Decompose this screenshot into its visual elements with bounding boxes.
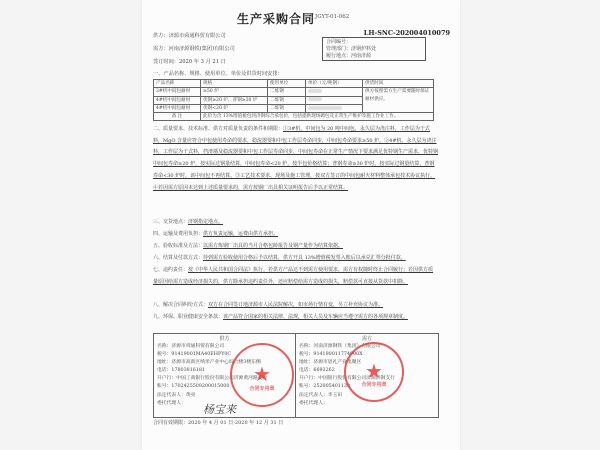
clause-text: 双方在合同签订地济源市人民法院解决，如市场行情有变，另立补充协议为准。 <box>208 302 384 308</box>
product-name: 3#机中间包耐材 <box>154 88 201 96</box>
product-unit: 二炼钢 <box>268 96 306 104</box>
section1-heading: 一、产品名称、规格、使用单位、单价及供货时间安排： <box>153 71 283 77</box>
clause-label: 八、解决合同纠纷方式： <box>153 302 209 308</box>
clause-label: 二、质量要求、技术标准、供方对质量负责的条件和期限： <box>153 126 284 132</box>
header-cell: 单价（元/吨钢） <box>306 80 363 88</box>
header-cell: 规格 <box>201 80 268 88</box>
clause-label: 七、违约责任： <box>153 267 189 273</box>
remark-label: 备 注 <box>154 113 201 121</box>
product-price-redacted <box>306 96 363 104</box>
document-title: 生产采购合同 <box>237 12 316 26</box>
product-name: 4#机中间包耐材 <box>154 104 201 112</box>
parties-table <box>153 333 439 418</box>
clause-delivery-location <box>153 217 438 229</box>
buyer-bank: 开户行：中国银行股份有限公司济源济钢支行 <box>299 376 395 382</box>
clause-text: ①3#机，中间包为 20 吨中间包，永久层为浇注料，工作层为干式料，MgO 含量应符合中包使用寿命的要求，稳流器要和中包工作层寿命同步，中间包寿命要求≥50 炉。②4#机，永久层为浇注料，工作层为干式料，挡渣墙及稳流器要和中包工作层寿命同步，中间包寿命在正常生产情况下要求满足优特钢生产需求，优特钢中间包寿命≥20 炉，按实际过钢量结算，中间包寿命<20 炉，按半包价格结算；普钢寿命≥30 炉时，按实际过钢量结算，普钢寿命<30 炉时，该中间包不再结算。③工艺技术要求、现场及施工管理，按双方签订的中间包耐火材料整体承包技术协议执行。④若因需方原因未达到上述质量要求的，需方按钢厂出具相关证明报告后予以正常结算。 <box>153 126 439 191</box>
header-cell: 供货时间 <box>363 80 434 88</box>
clause-liability <box>153 265 438 288</box>
clause-environment <box>153 312 438 324</box>
buyer-legal-rep: 法定代表人：李玉田 <box>299 392 343 398</box>
supplier-bank: 开户行：中国工商银行股份有限公司济源黄河路支行 <box>157 376 268 382</box>
supplier-line: 供方：济源市舜通科贸有限公司 <box>153 33 226 39</box>
seal-star-icon: ★ <box>365 359 383 383</box>
product-unit: 二炼钢 <box>268 104 306 112</box>
buyer-heading: 需方 <box>361 336 372 342</box>
product-spec: ≥50 炉 <box>201 88 268 96</box>
supplier-signature: 杨宝来 <box>203 403 236 416</box>
clause-transport <box>153 229 438 241</box>
seal-label: 合同专用章 <box>249 386 275 392</box>
buyer-block <box>296 334 438 417</box>
header-cell: 产品名称 <box>154 80 201 88</box>
product-price-redacted <box>306 104 363 112</box>
supplier-seal <box>230 343 294 407</box>
buyer-agent: 委托代理人： <box>299 400 328 406</box>
clause-payment <box>153 253 438 265</box>
supplier-legal-rep: 法定代表人：黄亮 <box>157 392 196 398</box>
buyer-seal <box>344 342 404 402</box>
clause-dispute <box>153 300 438 312</box>
buyer-tax-no: 税号：914190011774900X <box>299 352 363 358</box>
contract-validity: 合同有效期限：2020 年 4 月 01 日-2020 年 12 月 31 日 <box>153 420 284 426</box>
department: 管理部门：济钢炉料处 <box>326 46 377 52</box>
supplier-heading: 供方 <box>219 336 230 342</box>
clause-text: 以需方炼钢厂出具的当月合格包龄报告及钢产量作为结算依据。 <box>203 243 344 249</box>
remark-text: 此价为含 13%增值税包到济钢综合承包价，包括提供现场砌包及正常生产维护等施工作业工作。 <box>201 113 434 121</box>
contract-no-label: 合同编号： <box>326 39 352 45</box>
clause-acceptance <box>153 241 438 253</box>
supplier-agent: 委托代理人： <box>157 400 186 406</box>
clause-label: 四、运输及费用负担： <box>153 231 204 237</box>
contract-info-box <box>322 37 426 61</box>
clause-label: 五、验收标准及方法： <box>153 243 204 249</box>
buyer-line: 需方：河南济源钢铁(集团)有限公司 <box>153 46 235 52</box>
location: 履行地点：河南济源 <box>326 53 372 59</box>
table-row <box>154 88 434 96</box>
product-price-redacted <box>306 88 363 96</box>
clause-text: 供方负责运输，运费由供方承担。 <box>203 231 279 237</box>
buyer-account: 账号：252005401130 <box>299 384 351 390</box>
document-code: JGYT-01-062 <box>315 14 350 20</box>
supplier-tax-no: 税号：91419001MA40EHPY0C <box>157 352 232 358</box>
clause-label: 六、结算及付款方式： <box>153 255 204 261</box>
clause-text: 按《中华人民共和国合同法》执行。若供方产品达不到需方使用要求，需方有权随时终止合同履行；若因供方质量原因给需方造成经济损失的，供方除承担违约责任外，还应赔偿给需方造成的损失，赔偿款可直接从货款中扣除。 <box>153 267 434 285</box>
clause-text: 济钢指定地点。 <box>188 219 224 225</box>
supplier-block <box>154 334 296 417</box>
clause-label: 三、交货地点： <box>153 219 189 225</box>
product-name: 4#机中间包耐材 <box>154 96 201 104</box>
delivery-time: 供方按照需方生产需要随时保证耐材供应。 <box>363 88 434 113</box>
header-cell: 使用单位 <box>268 80 306 88</box>
remark-row <box>154 113 434 121</box>
buyer-phone: 电话：6693262 <box>299 368 335 374</box>
supplier-address: 地址：济源市高新区纳米产业中心综合楼3楼东侧 <box>157 360 261 366</box>
product-spec: 优钢≥20 炉、普钢≥30 炉 <box>201 96 268 104</box>
seal-label: 合同专用章 <box>361 382 387 388</box>
supplier-phone: 电话：17803816181 <box>157 368 205 374</box>
clause-text: 该产品符合国家的相关法律、法规，相关人员及车辆应当遵守需方的各项规章制度。 <box>223 314 409 320</box>
contract-page <box>142 0 460 450</box>
supplier-name: 名称：济源市舜通科贸有限公司 <box>157 344 225 349</box>
clause-text: 待到需方验收使用合格后予以结算，供方开具 13%增值税发票入账后以承兑汇票分批付款。 <box>203 255 406 261</box>
signed-date: 签订时间：2020 年 3 月 21 日 <box>153 59 226 65</box>
product-spec: 优钢<20 炉 <box>201 104 268 112</box>
table-header-row <box>154 80 434 88</box>
seal-star-icon: ★ <box>253 362 271 386</box>
contract-number: LH-SNC-202004010079 <box>363 29 450 37</box>
supplier-account: 账号：1702425509200015000 <box>157 384 230 390</box>
buyer-name: 名称：河南济源钢铁（集团）有限公司 <box>299 344 381 349</box>
clause-label: 九、环保、职业健康安全条款： <box>153 314 224 320</box>
product-unit: 二炼钢 <box>268 88 306 96</box>
buyer-address: 地址：济源市思礼产业集聚区 <box>299 360 362 366</box>
product-table <box>153 79 434 121</box>
clause-quality <box>153 124 438 194</box>
